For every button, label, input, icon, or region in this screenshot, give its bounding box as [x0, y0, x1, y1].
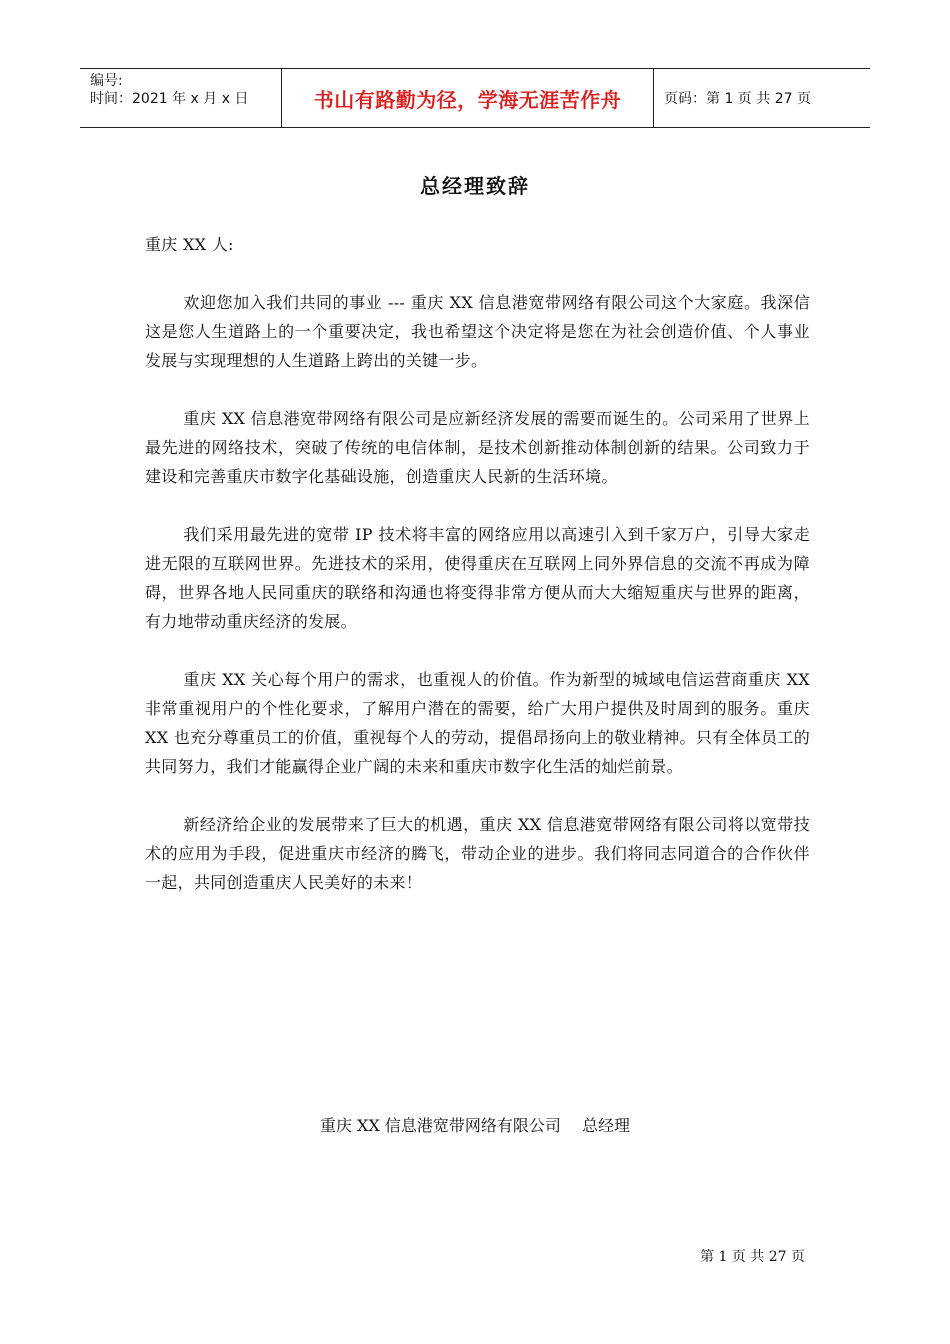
paragraph: 我们采用最先进的宽带 IP 技术将丰富的网络应用以高速引入到千家万户，引导大家走进无限的互联网世界。先进技术的采用，使得重庆在互联网上同外界信息的交流不再成为障碍，世界各地人民同重庆的联络和沟通也将变得非常方便从而大大缩短重庆与世界的距离，有力地带动重庆经济的发展。 — [145, 525, 810, 631]
letter-body — [145, 230, 810, 926]
page-title: 总经理致辞 — [420, 174, 530, 198]
header-page-info: 页码：第 1 页 共 27 页 — [664, 91, 811, 107]
greeting: 重庆 XX 人: — [145, 235, 234, 254]
paragraph: 重庆 XX 信息港宽带网络有限公司是应新经济发展的需要而诞生的。公司采用了世界上最先进的网络技术，突破了传统的电信体制，是技术创新推动体制创新的结果。公司致力于建设和完善重庆市数字化基础设施，创造重庆人民新的生活环境。 — [145, 409, 810, 486]
document-number-label: 编号: — [90, 73, 123, 89]
paragraph: 欢迎您加入我们共同的事业 --- 重庆 XX 信息港宽带网络有限公司这个大家庭。我深信这是您人生道路上的一个重要决定，我也希望这个决定将是您在为社会创造价值、个人事业发展与实现理想的人生道路上跨出的关键一步。 — [145, 293, 810, 370]
paragraph: 重庆 XX 关心每个用户的需求，也重视人的价值。作为新型的城域电信运营商重庆 XX 非常重视用户的个性化要求，了解用户潜在的需要，给广大用户提供及时周到的服务。重庆 XX 也充分尊重员工的价值，重视每个人的劳动，提倡昂扬向上的敬业精神。只有全体员工的共同努力，我们才能赢得企业广阔的未来和重庆市数字化生活的灿烂前景。 — [145, 670, 810, 776]
header-motto-cell — [282, 69, 654, 127]
footer-page-info: 第 1 页 共 27 页 — [700, 1249, 805, 1265]
header-page-cell — [654, 69, 870, 127]
header-table — [80, 68, 870, 128]
paragraph: 新经济给企业的发展带来了巨大的机遇，重庆 XX 信息港宽带网络有限公司将以宽带技术的应用为手段，促进重庆市经济的腾飞，带动企业的进步。我们将同志同道合的合作伙伴一起，共同创造重庆人民美好的未来！ — [145, 815, 810, 892]
header-motto: 书山有路勤为径，学海无涯苦作舟 — [313, 87, 622, 112]
header-meta-cell — [80, 69, 282, 127]
signature: 重庆 XX 信息港宽带网络有限公司 总经理 — [319, 1116, 631, 1135]
document-date: 时间：2021 年 x 月 x 日 — [90, 91, 249, 107]
